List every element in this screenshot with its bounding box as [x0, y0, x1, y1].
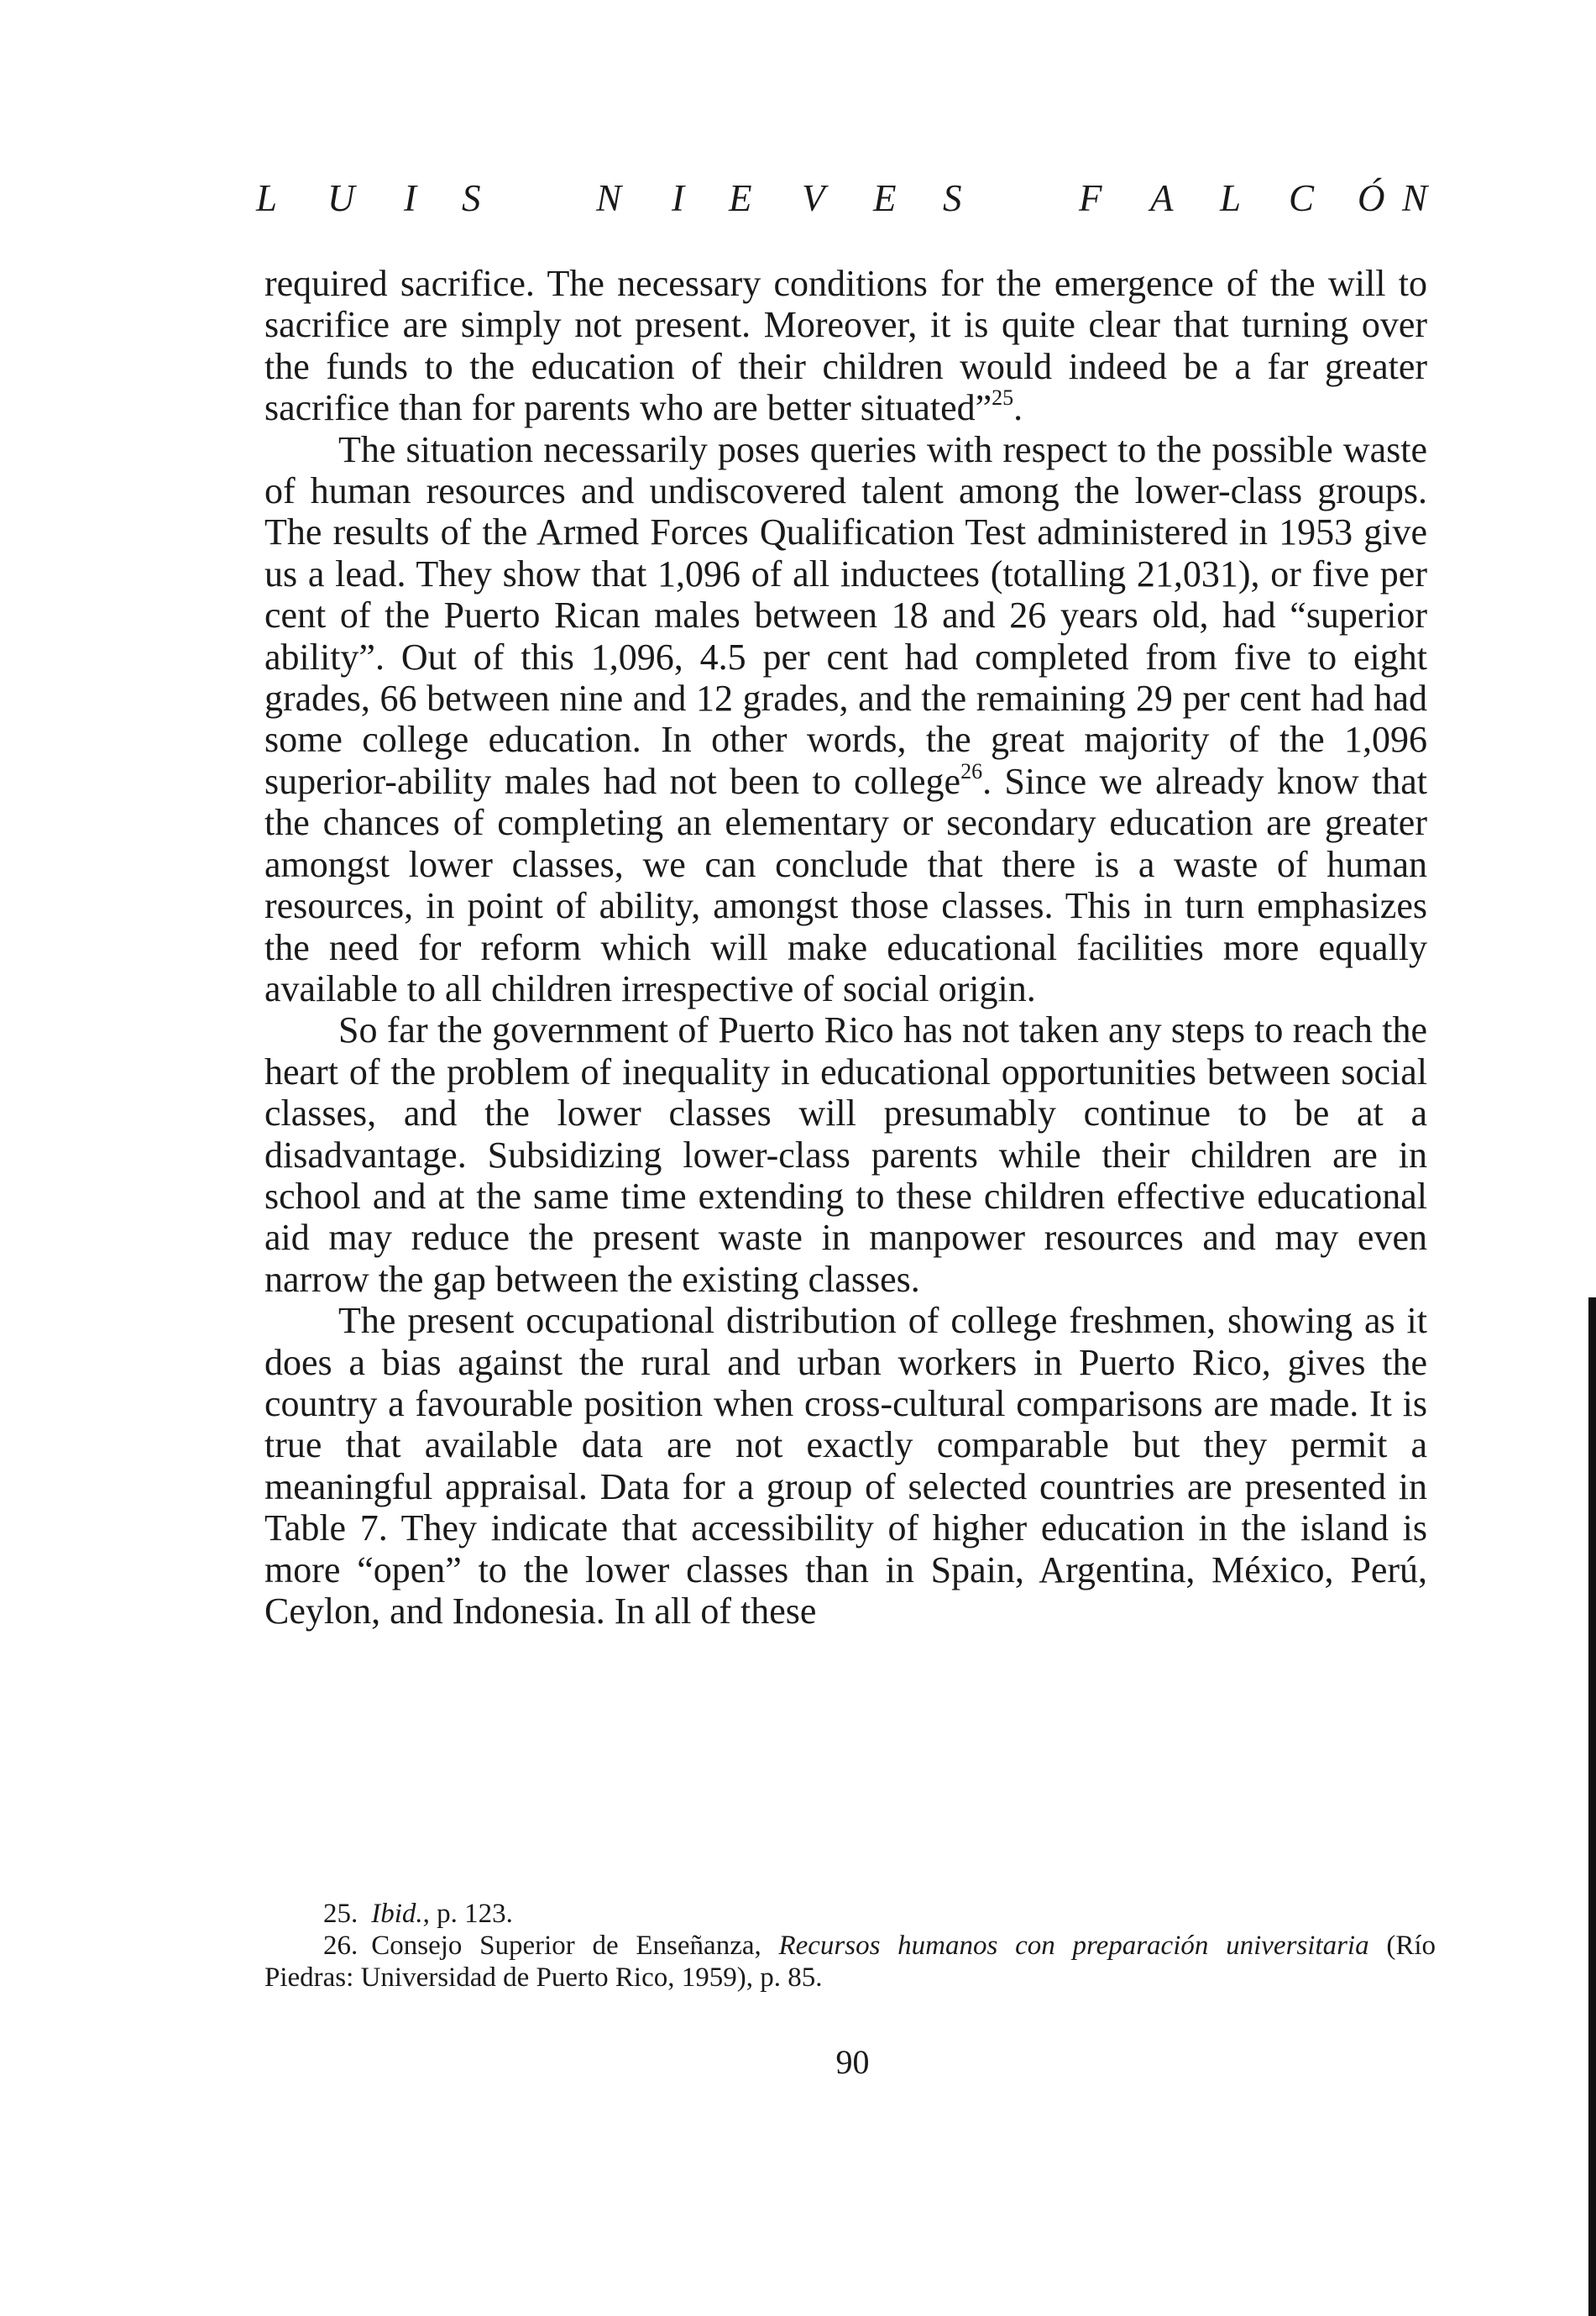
paragraph-continued: required sacrifice. The necessary conditions for the emergence of the will to sacrifice are simply not present. Moreover, it is quite clear that turning over the funds to the education of their children would indeed be a far greater sacrifice than for parents who are better situated”$^{25}$.: [264, 263, 1427, 429]
paragraph: The present occupational distribution of college freshmen, showing as it does a bias against the rural and urban workers in Puerto Rico, gives the country a favourable position when cross-cultural comparisons are made. It is true that available data are not exactly comparable but they permit a meaningful appraisal. Data for a group of selected countries are presented in Table 7. They indicate that accessibility of higher education in the island is more “open” to the lower classes than in Spain, Argentina, México, Perú, Ceylon, and Indonesia. In all of these: [264, 1300, 1427, 1632]
running-head-letter: S: [462, 177, 482, 219]
running-head-letter: S: [943, 177, 963, 219]
running-head-letter: U: [327, 177, 356, 219]
running-head-letter: Ó: [1358, 177, 1386, 219]
running-head-letter: E: [873, 177, 897, 219]
running-head-letter: L: [256, 177, 279, 219]
footnote-ref-25: 25: [992, 385, 1014, 411]
footnote-25: 25. Ibid., p. 123.: [323, 1899, 513, 1929]
footnotes: [264, 1898, 1436, 1994]
paragraph: The situation necessarily poses queries with respect to the possible waste of human resources and undiscovered talent among the lower-class groups. The results of the Armed Forces Qualification Test administered in 1953 give us a lead. They show that 1,096 of all inductees (totalling 21,031), or five per cent of the Puerto Rican males between 18 and 26 years old, had “superior ability”. Out of this 1,096, 4.5 per cent had completed from five to eight grades, 66 between nine and 12 grades, and the remaining 29 per cent had had some college education. In other words, the great majority of the 1,096 superior-ability males had not been to college$^{26}$. Since we already know that the chances of completing an elementary or secondary education are greater amongst lower classes, we can conclude that there is a waste of human resources, in point of ability, amongst those classes. This in turn emphasizes the need for reform which will make educational facilities more equally available to all children irrespective of social origin.: [264, 428, 1428, 1009]
running-head-letter: I: [404, 177, 417, 219]
running-head-letter: F: [1079, 177, 1103, 219]
running-head-letter: E: [729, 177, 753, 219]
running-head-letter: N: [1402, 177, 1429, 219]
running-head-letter: N: [596, 177, 623, 219]
running-head-letter: A: [1150, 177, 1175, 219]
running-head-letter: V: [802, 177, 826, 219]
page-number: 90: [835, 2043, 870, 2081]
running-head-letter: I: [672, 177, 685, 219]
running-head-letter: L: [1220, 177, 1243, 219]
body-text: [264, 263, 1427, 1632]
scan-edge-shadow: [1588, 1297, 1596, 2316]
footnote-ref-26: 26: [960, 758, 983, 783]
running-head-letter: C: [1289, 177, 1316, 219]
paragraph: So far the government of Puerto Rico has not taken any steps to reach the heart of the problem of inequality in educational opportunities between social classes, and the lower classes will presumably continue to be at a disadvantage. Subsidizing lower-class parents while their children are in school and at the same time extending to these children effective educational aid may reduce the present waste in manpower resources and may even narrow the gap between the existing classes.: [264, 1009, 1427, 1300]
footnote-26: 26. Consejo Superior de Enseñanza, Recursos humanos con preparación universitaria (Río Piedras: Universidad de Puerto Rico, 1959), p. 85.: [264, 1931, 1436, 1993]
